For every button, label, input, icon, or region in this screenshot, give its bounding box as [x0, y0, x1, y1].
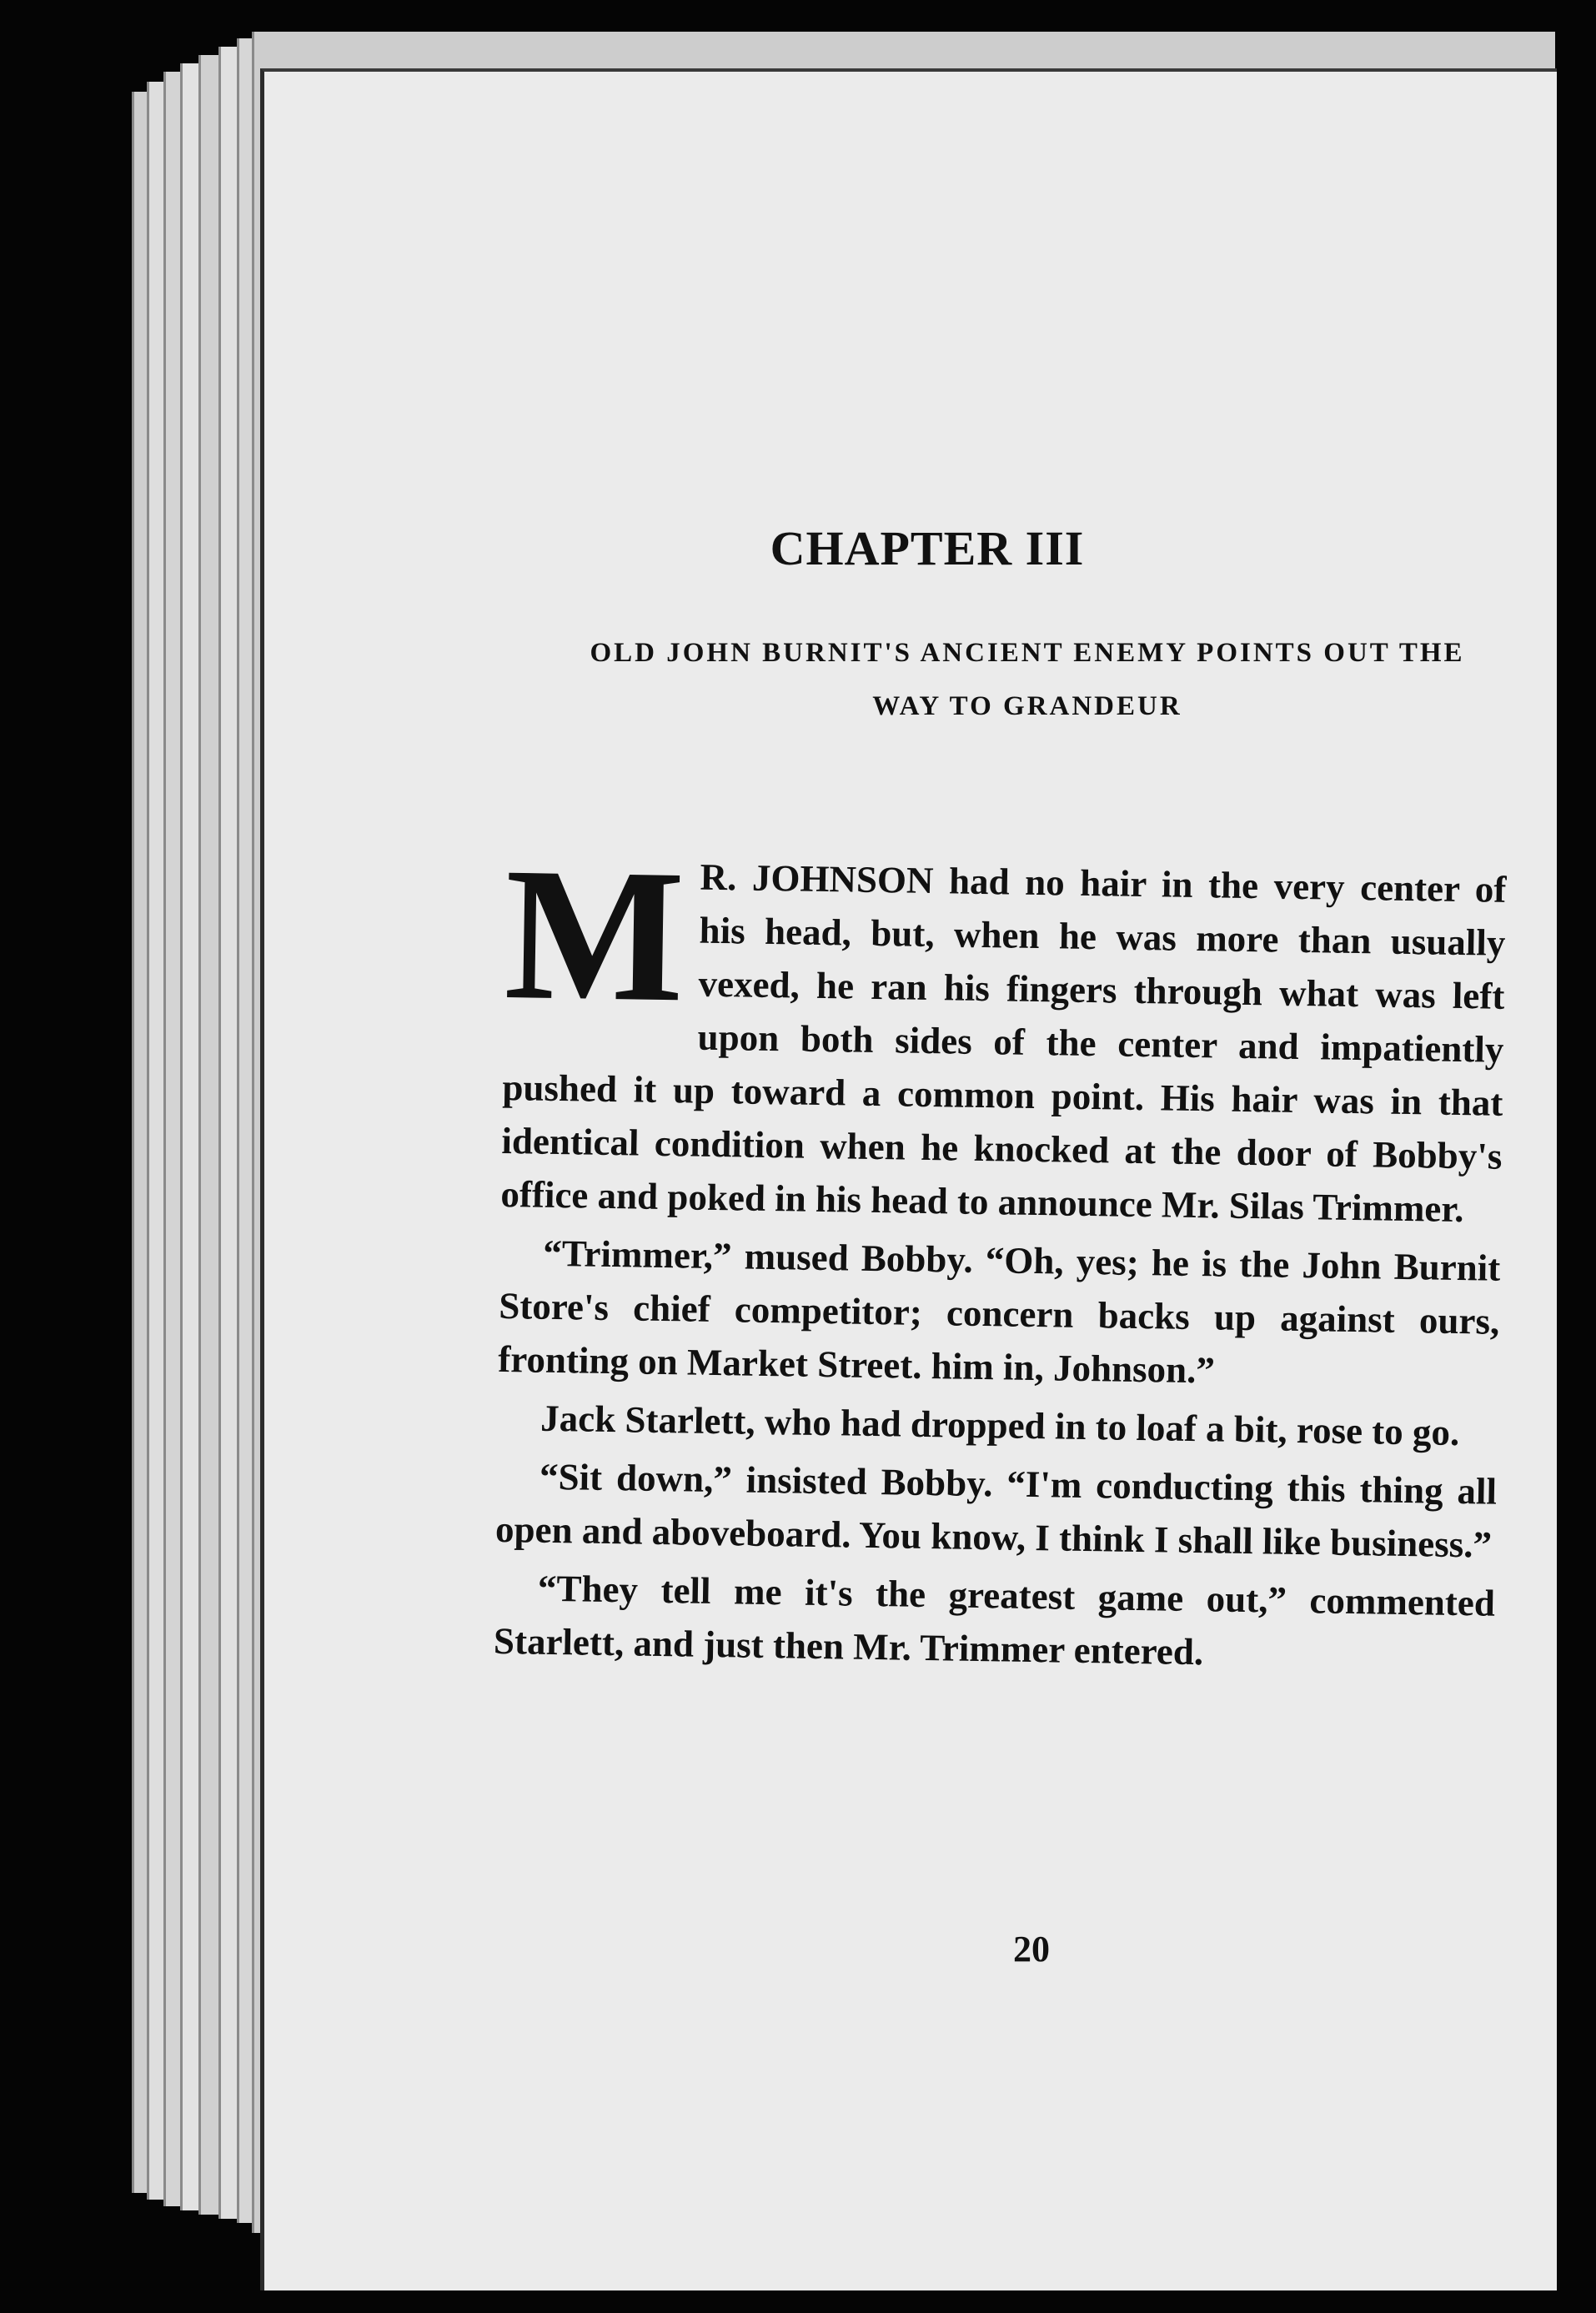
chapter-subtitle-line: OLD JOHN BURNIT'S ANCIENT ENEMY POINTS OUT THE [590, 638, 1465, 668]
paragraph: “Sit down,” insisted Bobby. “I'm conducting this thing all open and aboveboard. You know, I think I shall like business.” [494, 1455, 1498, 1566]
chapter-subtitle-line: WAY TO GRANDEUR [872, 691, 1182, 721]
chapter-title: CHAPTER III [770, 521, 1085, 575]
chapter-subtitle [531, 626, 1557, 733]
body-text [493, 829, 1507, 1688]
chapter-heading [264, 520, 1557, 733]
paragraph: Jack Starlett, who had dropped in to loaf a bit, rose to go. [540, 1397, 1460, 1454]
paragraph: “They tell me it's the greatest game out,” commented Starlett, and just then Mr. Trimmer entered. [493, 1567, 1496, 1673]
drop-cap: M [503, 829, 686, 1042]
page-number: 20 [1013, 1929, 1050, 1969]
paragraph: “Trimmer,” mused Bobby. “Oh, yes; he is the John Burnit Store's chief competitor; concern backs up against ours, fronting on Market Street. him in, Johnson.” [497, 1232, 1501, 1392]
paragraph-text: R. JOHNSON had no hair in the very center of his head, but, when he was more than usually vexed, he ran his fingers through what was left upon both sides of the center and impatiently pushed it up toward a common point. His hair was in that identical condition when he knocked at the door of Bobby's office and poked in his head to announce Mr. Silas Trimmer. [500, 855, 1507, 1231]
book-page [260, 68, 1557, 2290]
paragraph [500, 829, 1507, 1237]
